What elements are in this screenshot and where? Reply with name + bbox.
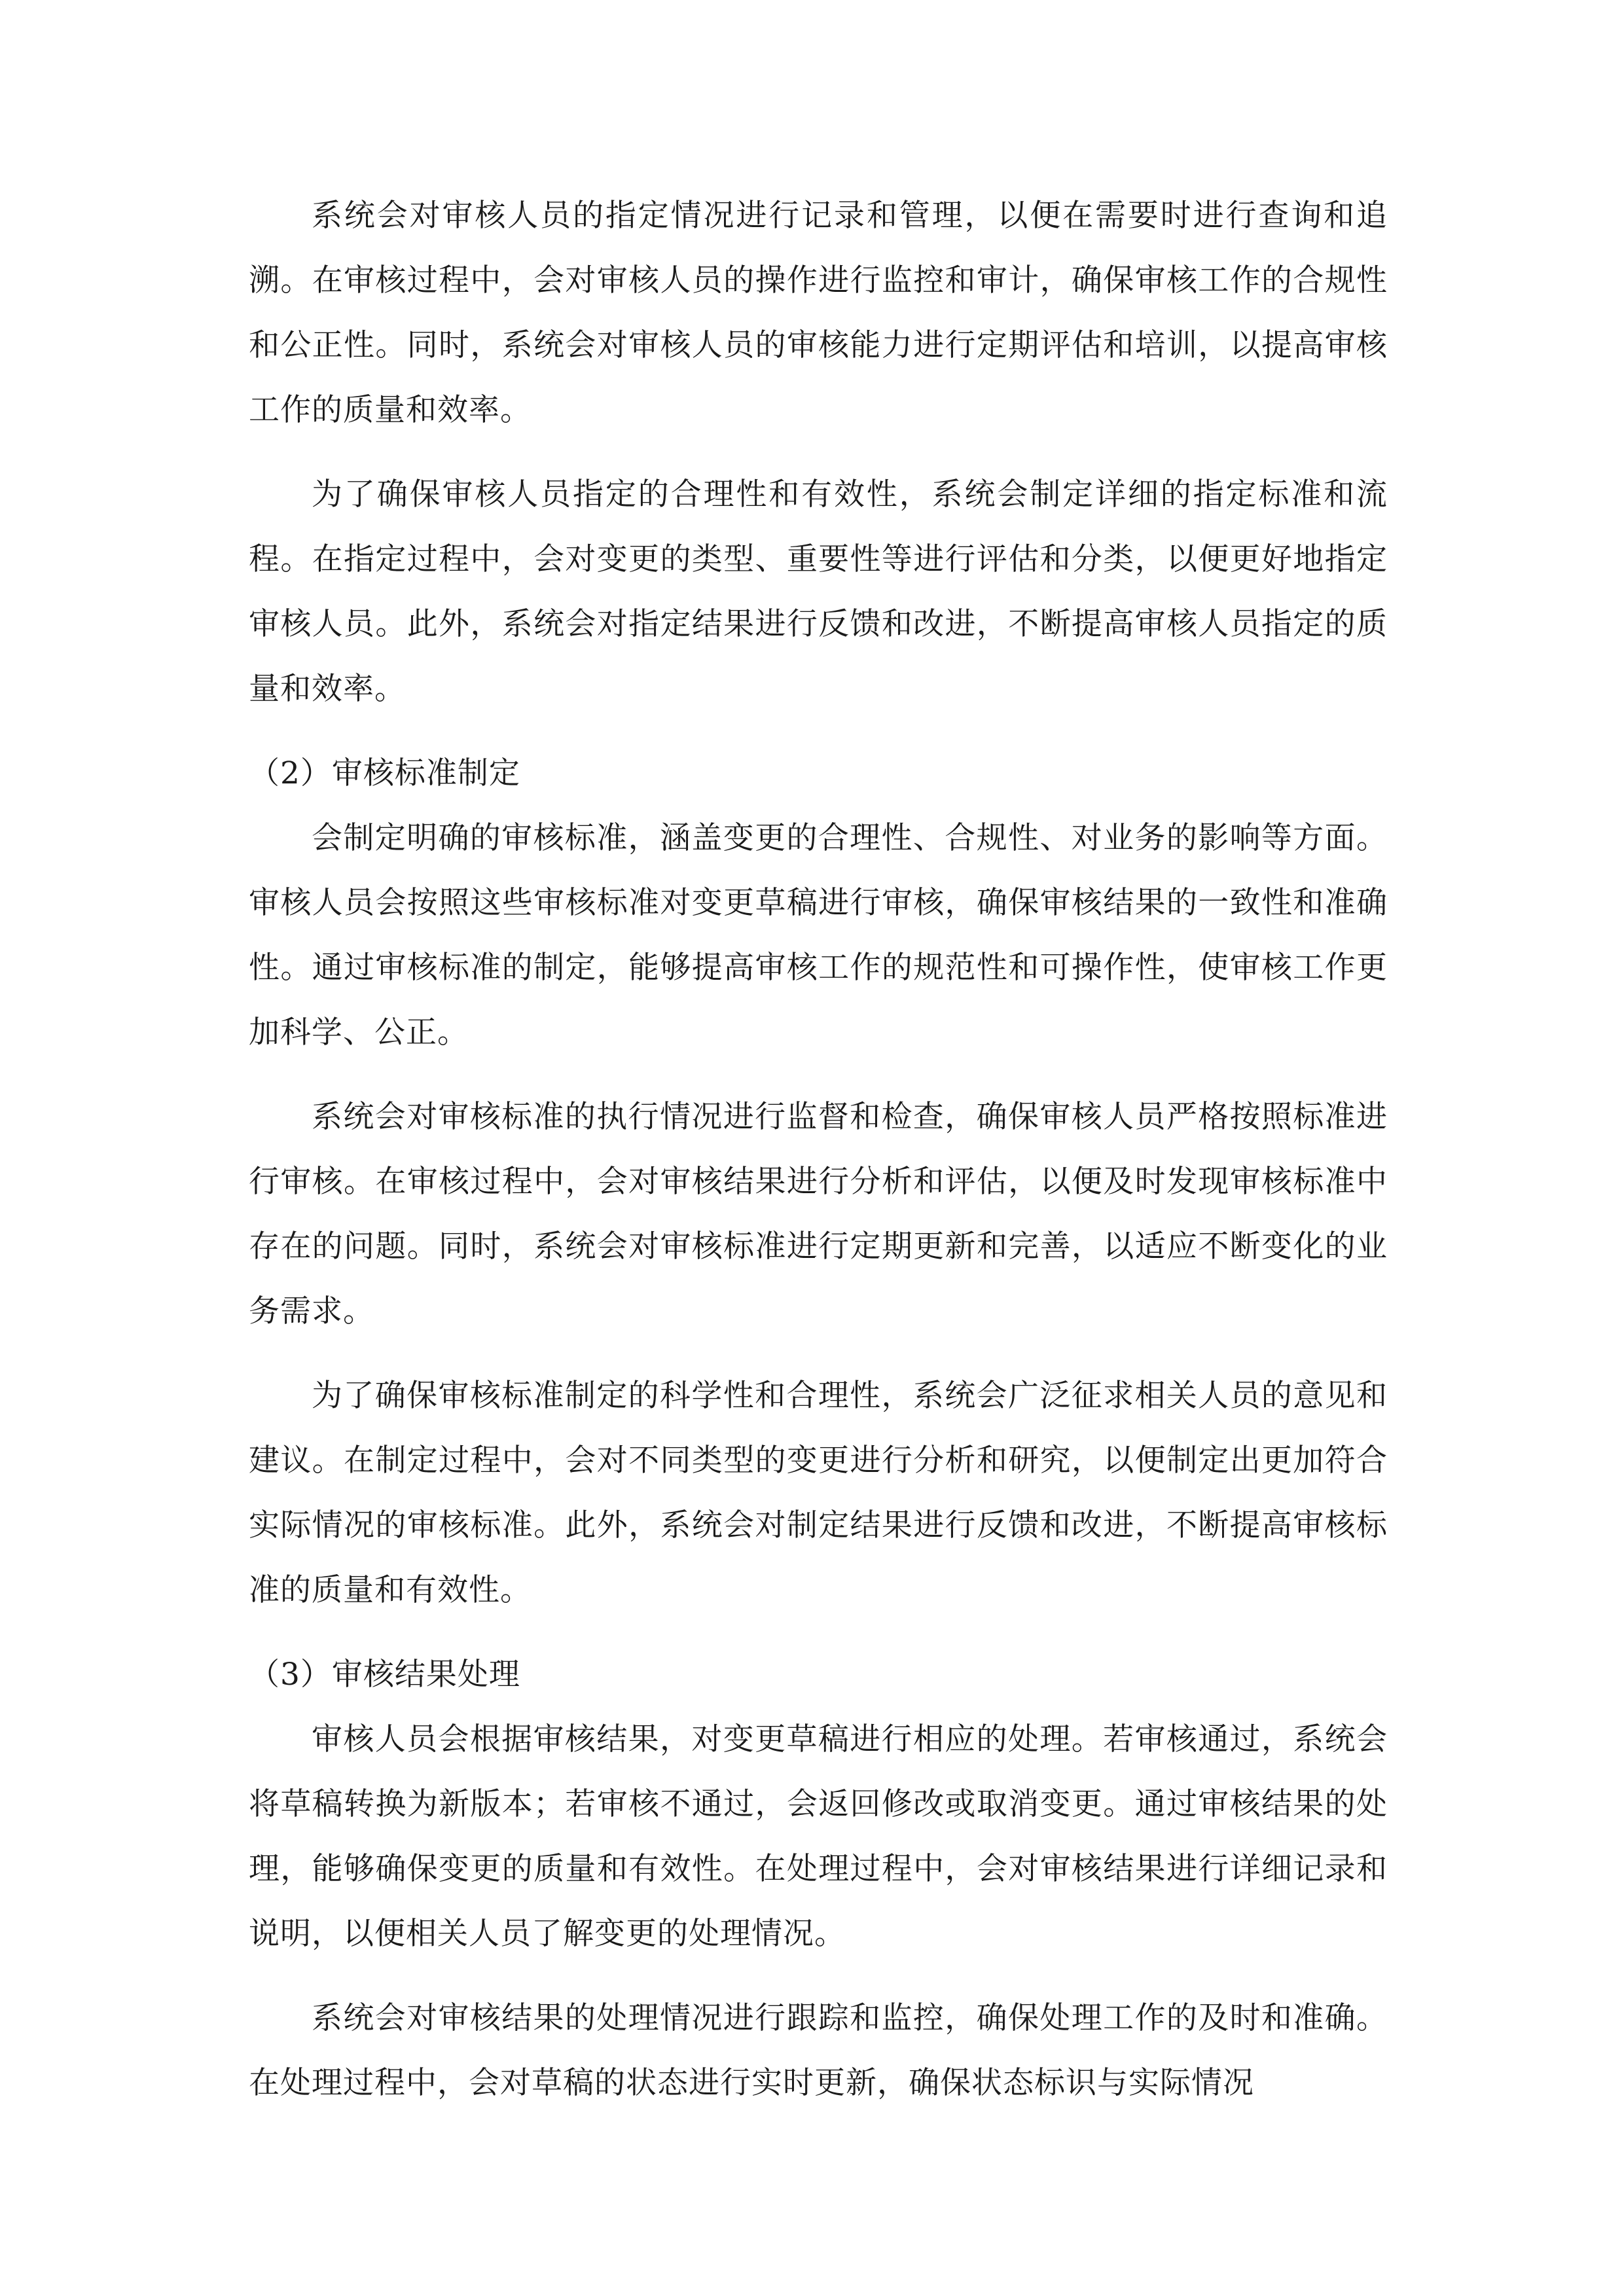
section-heading-result-handling: （3）审核结果处理 — [249, 1657, 520, 1693]
paragraph-result-tracking: 系统会对审核结果的处理情况进行跟踪和监控，确保处理工作的及时和准确。在处理过程中，会对草稿的状态进行实时更新，确保状态标识与实际情况 — [249, 2000, 1388, 2101]
paragraph-standards-supervision: 系统会对审核标准的执行情况进行监督和检查，确保审核人员严格按照标准进行审核。在审核过程中，会对审核结果进行分析和评估，以便及时发现审核标准中存在的问题。同时，系统会对审核标准进行定期更新和完善，以适应不断变化的业务需求。 — [249, 1099, 1388, 1329]
document-body — [249, 183, 1388, 2115]
paragraph-reviewer-assignment-standards: 为了确保审核人员指定的合理性和有效性，系统会制定详细的指定标准和流程。在指定过程中，会对变更的类型、重要性等进行评估和分类，以便更好地指定审核人员。此外，系统会对指定结果进行反馈和改进，不断提高审核人员指定的质量和效率。 — [249, 476, 1388, 707]
paragraph-reviewer-records: 系统会对审核人员的指定情况进行记录和管理，以便在需要时进行查询和追溯。在审核过程中，会对审核人员的操作进行监控和审计，确保审核工作的合规性和公正性。同时，系统会对审核人员的审核能力进行定期评估和培训，以提高审核工作的质量和效率。 — [249, 198, 1388, 428]
section-heading-review-standards: （2）审核标准制定 — [249, 755, 520, 791]
paragraph-result-processing: 审核人员会根据审核结果，对变更草稿进行相应的处理。若审核通过，系统会将草稿转换为新版本；若审核不通过，会返回修改或取消变更。通过审核结果的处理，能够确保变更的质量和有效性。在处理过程中，会对审核结果进行详细记录和说明，以便相关人员了解变更的处理情况。 — [249, 1721, 1388, 1952]
paragraph-define-standards: 会制定明确的审核标准，涵盖变更的合理性、合规性、对业务的影响等方面。审核人员会按照这些审核标准对变更草稿进行审核，确保审核结果的一致性和准确性。通过审核标准的制定，能够提高审核工作的规范性和可操作性，使审核工作更加科学、公正。 — [249, 820, 1388, 1050]
paragraph-standards-consultation: 为了确保审核标准制定的科学性和合理性，系统会广泛征求相关人员的意见和建议。在制定过程中，会对不同类型的变更进行分析和研究，以便制定出更加符合实际情况的审核标准。此外，系统会对制定结果进行反馈和改进，不断提高审核标准的质量和有效性。 — [249, 1378, 1388, 1608]
